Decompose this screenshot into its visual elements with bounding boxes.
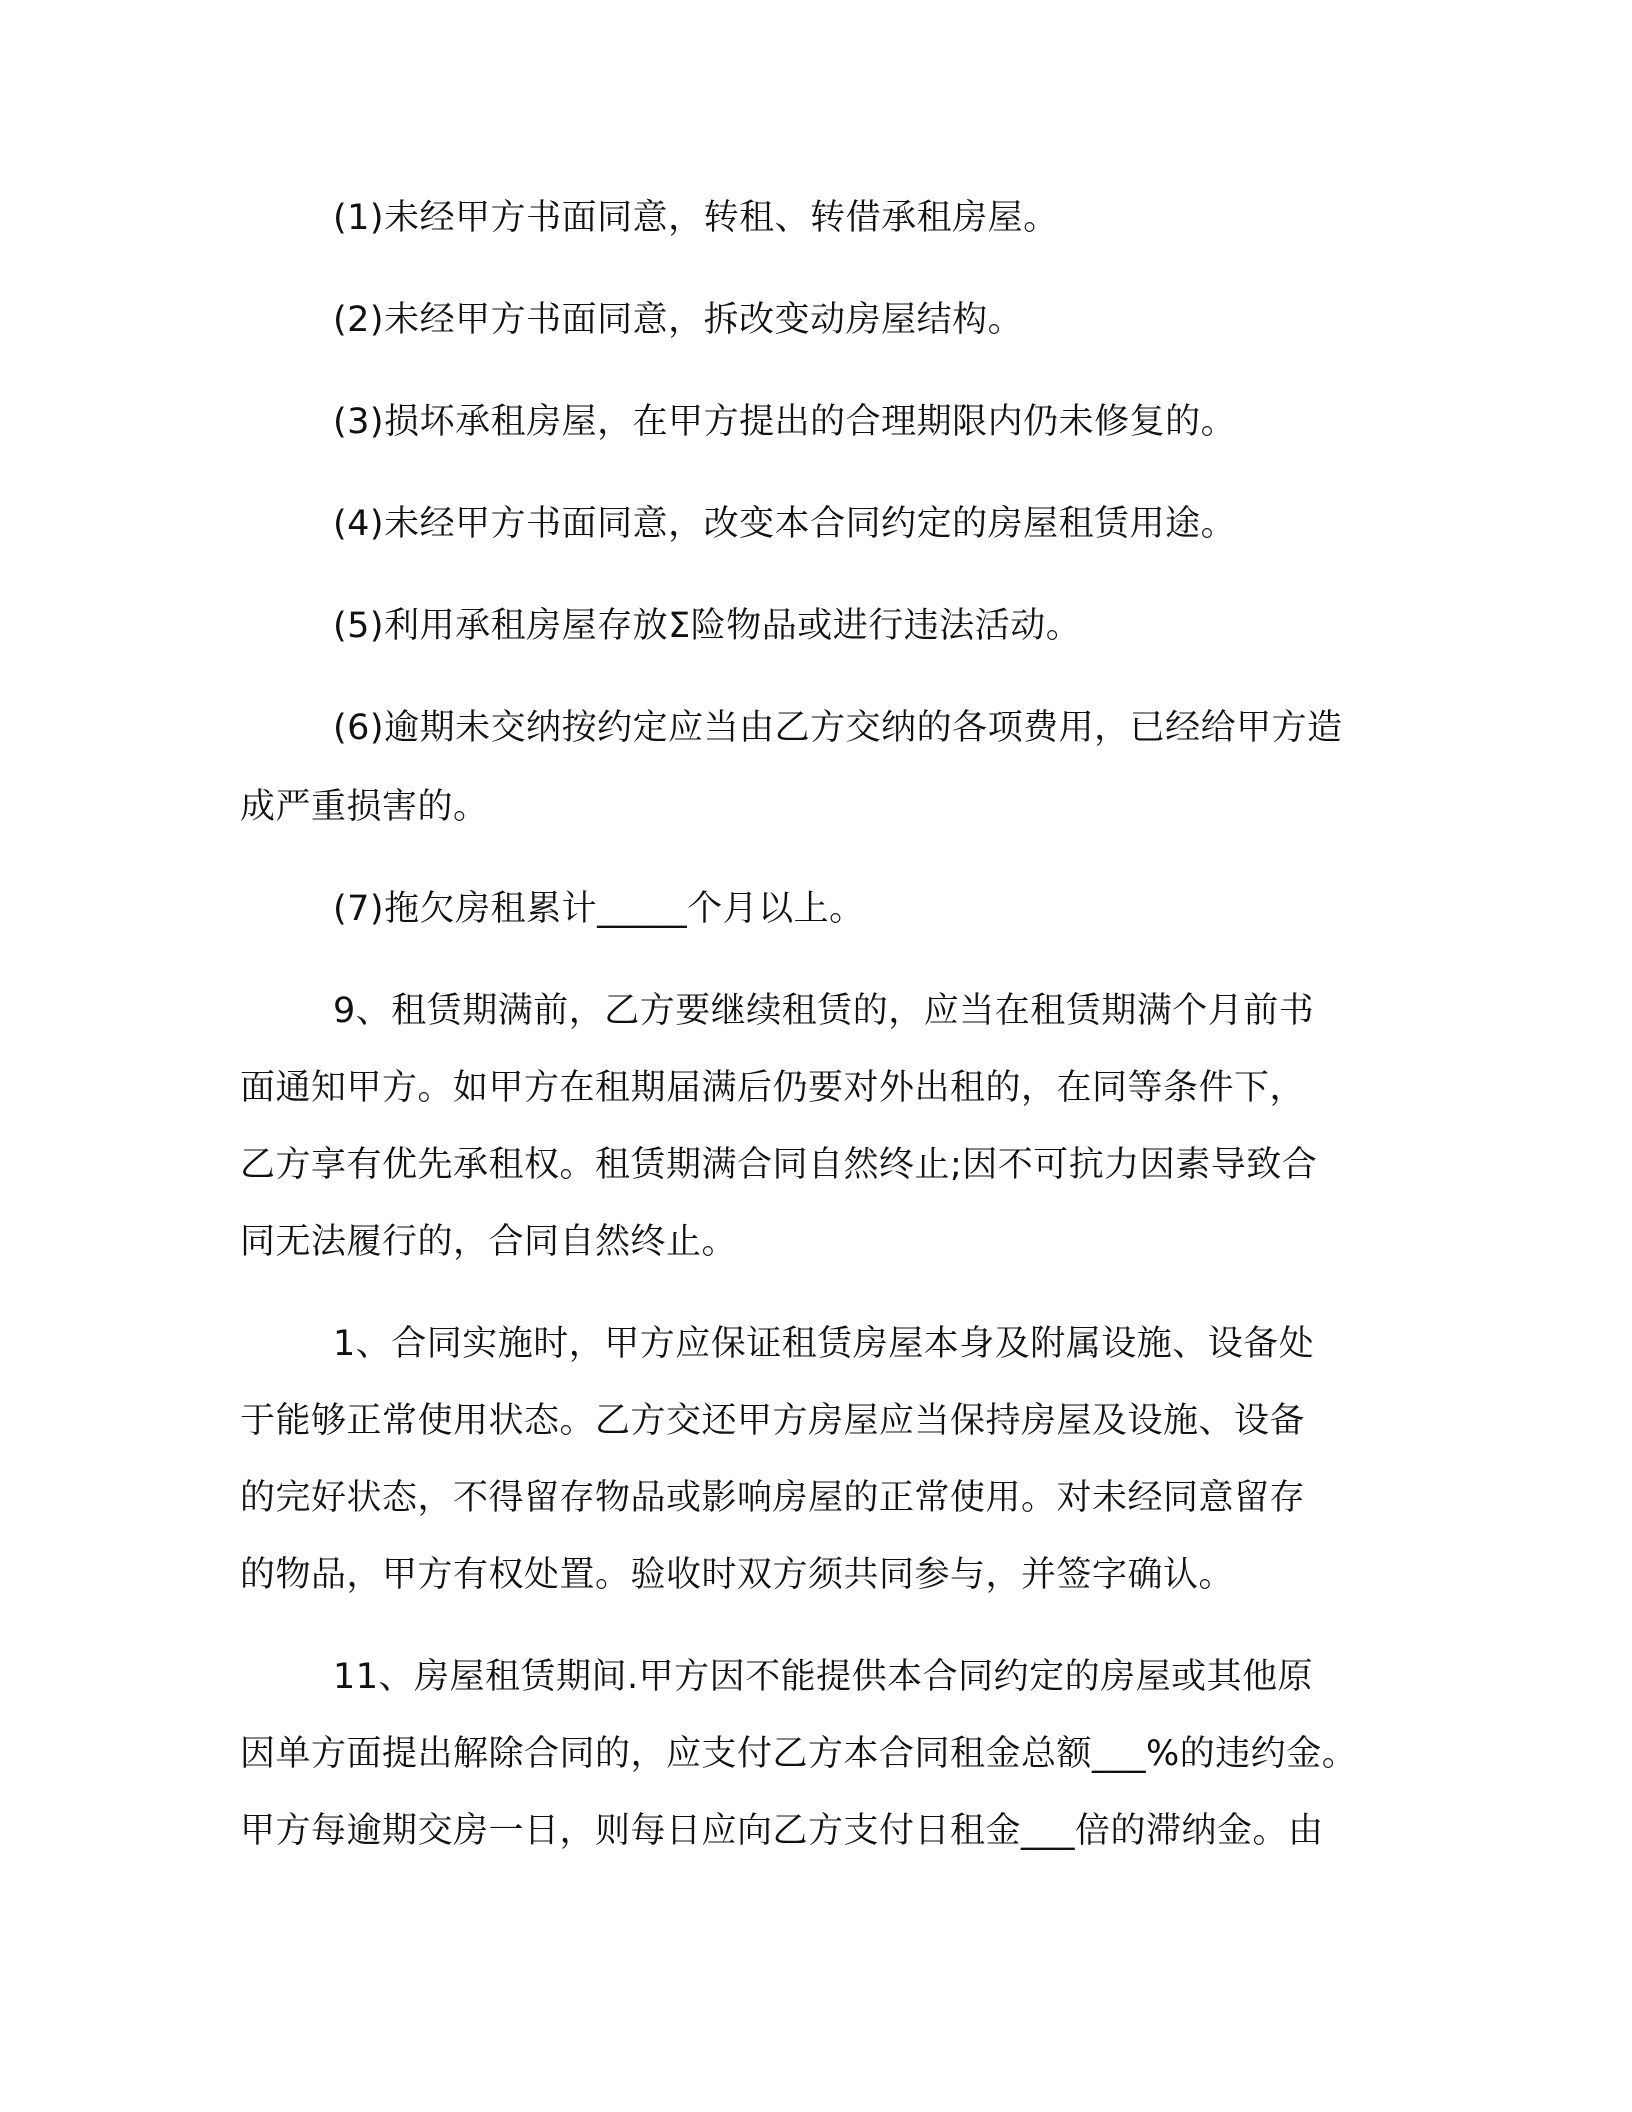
article-11-line-1: 11、房屋租赁期间.甲方因不能提供本合同约定的房屋或其他原	[333, 1657, 1314, 1697]
article-11-line-3: 甲方每逾期交房一日，则每日应向乙方支付日租金___倍的滞纳金。由	[240, 1811, 1324, 1851]
clause-line-4: (4)未经甲方书面同意，改变本合同约定的房屋租赁用途。	[333, 504, 1237, 544]
article-9-line-1: 9、租赁期满前，乙方要继续租赁的，应当在租赁期满个月前书	[333, 991, 1315, 1031]
article-1-line-3: 的完好状态，不得留存物品或影响房屋的正常使用。对未经同意留存	[240, 1478, 1306, 1518]
clause-line-1: (1)未经甲方书面同意，转租、转借承租房屋。	[333, 198, 1059, 238]
article-1-line-2: 于能够正常使用状态。乙方交还甲方房屋应当保持房屋及设施、设备	[240, 1401, 1306, 1441]
clause-line-5: (5)利用承租房屋存放Σ险物品或进行违法活动。	[333, 606, 1082, 646]
clause-line-6b: 成严重损害的。	[240, 787, 489, 827]
clause-line-2: (2)未经甲方书面同意，拆改变动房屋结构。	[333, 300, 1024, 340]
article-9-line-4: 同无法履行的，合同自然终止。	[240, 1222, 738, 1262]
article-11-line-2: 因单方面提出解除合同的，应支付乙方本合同租金总额___%的违约金。	[240, 1734, 1358, 1774]
article-9-line-3: 乙方享有优先承租权。租赁期满合同自然终止;因不可抗力因素导致合	[240, 1145, 1318, 1185]
article-9-line-2: 面通知甲方。如甲方在租期届满后仍要对外出租的，在同等条件下，	[240, 1068, 1306, 1108]
clause-line-6a: (6)逾期未交纳按约定应当由乙方交纳的各项费用，已经给甲方造	[333, 708, 1343, 748]
clause-line-7: (7)拖欠房租累计_____个月以上。	[333, 889, 865, 929]
article-1-line-1: 1、合同实施时，甲方应保证租赁房屋本身及附属设施、设备处	[333, 1324, 1315, 1364]
clause-line-3: (3)损坏承租房屋，在甲方提出的合理期限内仍未修复的。	[333, 402, 1237, 442]
article-1-line-4: 的物品，甲方有权处置。验收时双方须共同参与，并签字确认。	[240, 1555, 1235, 1595]
